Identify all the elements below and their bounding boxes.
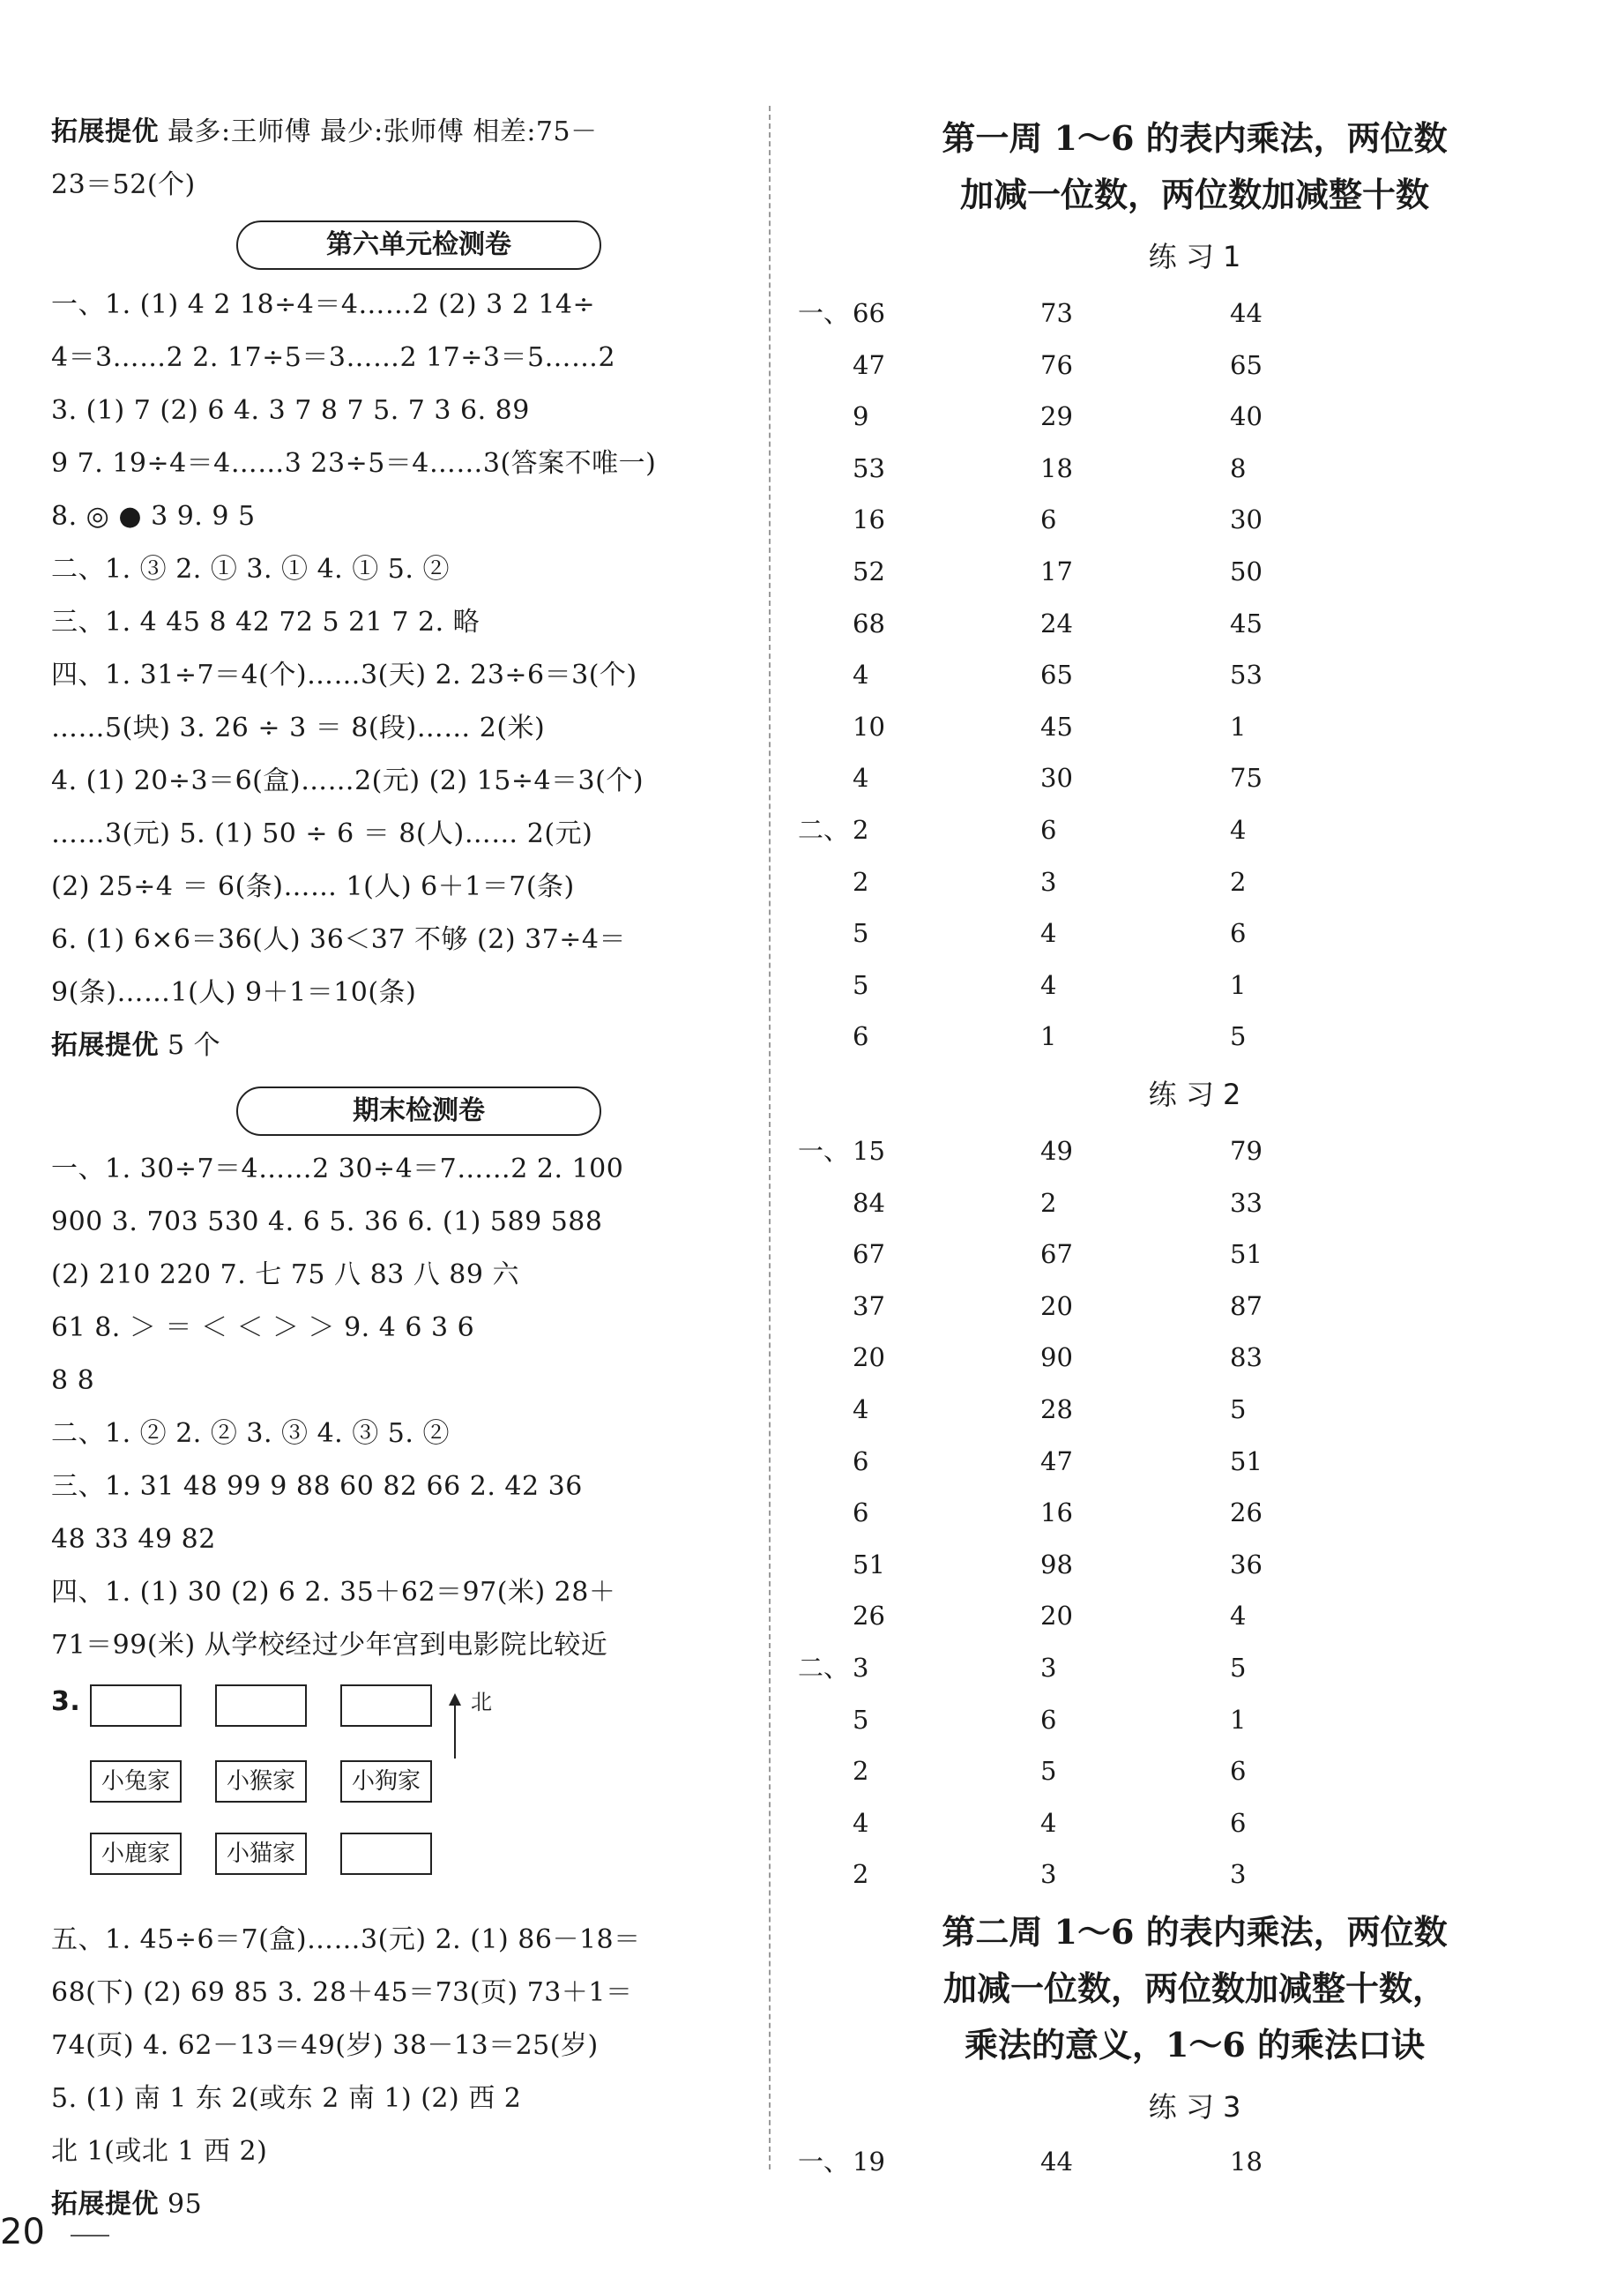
answer-row bbox=[798, 752, 1591, 803]
final-line: 68(下) (2) 69 85 3. 28＋45＝73(页) 73＋1＝ bbox=[51, 1977, 633, 2008]
answer-cell: 83 bbox=[1230, 1342, 1263, 1373]
week2-title-cont2: 乘法的意义，1～6 的乘法口诀 bbox=[964, 2025, 1426, 2065]
answer-cell: 51 bbox=[1230, 1445, 1263, 1476]
page-number-dash bbox=[71, 2235, 109, 2236]
answer-cell: 6 bbox=[853, 1497, 869, 1528]
answer-cell: 66 bbox=[853, 298, 885, 328]
answer-cell: 5 bbox=[853, 1704, 869, 1735]
week2-title-cont: 加减一位数，两位数加减整十数， bbox=[942, 1968, 1446, 2008]
map-box-dog: 小狗家 bbox=[340, 1760, 432, 1803]
unit6-line: 4. (1) 20÷3＝6(盒)……2(元) (2) 15÷4＝3(个) bbox=[51, 765, 644, 796]
answer-cell: 50 bbox=[1230, 556, 1263, 586]
answer-cell: 52 bbox=[853, 556, 885, 586]
answer-cell: 18 bbox=[1040, 452, 1073, 483]
exercise-3-title: 练 习 3 bbox=[1148, 2090, 1241, 2124]
answer-cell: 37 bbox=[853, 1290, 885, 1321]
answer-cell: 45 bbox=[1040, 711, 1073, 742]
unit6-extension bbox=[51, 1019, 739, 1072]
unit6-test-title: 第六单元检测卷 bbox=[236, 220, 601, 270]
answer-cell: 87 bbox=[1230, 1290, 1263, 1321]
answer-cell: 29 bbox=[1040, 401, 1073, 432]
answer-cell: 79 bbox=[1230, 1136, 1263, 1166]
unit6-line: ……5(块) 3. 26 ÷ 3 ＝ 8(段)…… 2(米) bbox=[51, 713, 546, 743]
final-line: 61 8. ＞ ＝ ＜ ＜ ＞ ＞ 9. 4 6 3 6 bbox=[51, 1312, 475, 1343]
answer-cell: 8 bbox=[1230, 452, 1247, 483]
final-line: 二、1. ② 2. ② 3. ③ 4. ③ 5. ② bbox=[51, 1418, 450, 1449]
final-line: 北 1(或北 1 西 2) bbox=[51, 2136, 268, 2167]
week1-title-cont: 加减一位数，两位数加减整十数 bbox=[959, 175, 1429, 214]
answer-cell: 16 bbox=[853, 504, 885, 535]
final-line: 四、1. (1) 30 (2) 6 2. 35＋62＝97(米) 28＋ bbox=[51, 1577, 616, 1608]
answer-cell: 4 bbox=[1040, 969, 1057, 1000]
final-line: 74(页) 4. 62－13＝49(岁) 38－13＝25(岁) bbox=[51, 2030, 599, 2061]
final-line: 48 33 49 82 bbox=[51, 1524, 216, 1555]
exercise-1-title: 练 习 1 bbox=[1148, 240, 1241, 273]
week1-title: 第一周 1～6 的表内乘法，两位数 bbox=[942, 118, 1448, 158]
answer-row bbox=[798, 1797, 1591, 1848]
answer-cell: 26 bbox=[853, 1601, 885, 1632]
answer-cell: 67 bbox=[1040, 1239, 1073, 1270]
answer-row bbox=[798, 340, 1591, 391]
answer-row bbox=[798, 1384, 1591, 1435]
unit6-line: 9(条)……1(人) 9＋1＝10(条) bbox=[51, 977, 417, 1008]
answer-cell: 47 bbox=[1040, 1445, 1073, 1476]
answer-cell: 5 bbox=[1230, 1021, 1247, 1052]
answer-cell: 84 bbox=[853, 1187, 885, 1218]
final-test-title: 期末检测卷 bbox=[236, 1086, 601, 1136]
answer-row bbox=[798, 1228, 1591, 1280]
answer-row bbox=[798, 2136, 1591, 2187]
answer-cell: 65 bbox=[1230, 349, 1263, 380]
map-box-deer: 小鹿家 bbox=[90, 1833, 182, 1875]
answer-cell: 4 bbox=[1230, 1601, 1247, 1632]
answer-row bbox=[798, 649, 1591, 700]
answer-row bbox=[798, 1177, 1591, 1228]
unit6-line: 四、1. 31÷7＝4(个)……3(天) 2. 23÷6＝3(个) bbox=[51, 660, 637, 691]
answer-cell: 30 bbox=[1230, 504, 1263, 535]
unit6-line: 6. (1) 6×6＝36(人) 36＜37 不够 (2) 37÷4＝ bbox=[51, 924, 626, 955]
answer-cell: 4 bbox=[853, 660, 869, 691]
unit6-line: 3. (1) 7 (2) 6 4. 3 7 8 7 5. 7 3 6. 89 bbox=[51, 395, 530, 426]
answer-row bbox=[798, 287, 1591, 339]
section-label: 一、 bbox=[798, 2147, 850, 2177]
answer-cell: 16 bbox=[1040, 1497, 1073, 1528]
unit6-line: 三、1. 4 45 8 42 72 5 21 7 2. 略 bbox=[51, 607, 480, 638]
answer-cell: 1 bbox=[1230, 711, 1247, 742]
answer-row bbox=[798, 1590, 1591, 1641]
answer-cell: 76 bbox=[1040, 349, 1073, 380]
unit6-line: 9 7. 19÷4＝4……3 23÷5＝4……3(答案不唯一) bbox=[51, 448, 657, 479]
week2-title: 第二周 1～6 的表内乘法，两位数 bbox=[942, 1912, 1448, 1952]
answer-cell: 6 bbox=[853, 1021, 869, 1052]
answer-cell: 3 bbox=[1040, 1653, 1057, 1683]
answer-cell: 28 bbox=[1040, 1394, 1073, 1424]
section-label: 一、 bbox=[798, 298, 850, 328]
answer-cell: 6 bbox=[1040, 1704, 1057, 1735]
answer-cell: 19 bbox=[853, 2147, 885, 2177]
map-box-monkey: 小猴家 bbox=[215, 1760, 307, 1803]
answer-cell: 2 bbox=[853, 815, 869, 845]
answer-cell: 47 bbox=[853, 349, 885, 380]
answer-cell: 33 bbox=[1230, 1187, 1263, 1218]
unit6-line: (2) 25÷4 ＝ 6(条)…… 1(人) 6＋1＝7(条) bbox=[51, 871, 575, 902]
answer-cell: 17 bbox=[1040, 556, 1073, 586]
answer-cell: 4 bbox=[1040, 1807, 1057, 1838]
answer-cell: 44 bbox=[1230, 298, 1263, 328]
answer-cell: 3 bbox=[1040, 1859, 1057, 1890]
answer-cell: 3 bbox=[1040, 866, 1057, 897]
answer-row bbox=[798, 907, 1591, 959]
top-extension-line-2: 23＝52(个) bbox=[51, 169, 196, 200]
answer-cell: 65 bbox=[1040, 660, 1073, 691]
answer-cell: 15 bbox=[853, 1136, 885, 1166]
answer-cell: 98 bbox=[1040, 1549, 1073, 1579]
final-extension bbox=[51, 2178, 739, 2231]
answer-cell: 4 bbox=[1230, 815, 1247, 845]
extension-text: 最多:王师傅 最少:张师傅 相差:75－ bbox=[159, 116, 598, 147]
answer-cell: 20 bbox=[853, 1342, 885, 1373]
answer-cell: 40 bbox=[1230, 401, 1263, 432]
map-empty-box bbox=[215, 1684, 307, 1727]
section-label: 一、 bbox=[798, 1136, 850, 1166]
answer-cell: 4 bbox=[853, 1394, 869, 1424]
answer-cell: 6 bbox=[1230, 1807, 1247, 1838]
answer-cell: 1 bbox=[1230, 1704, 1247, 1735]
answer-cell: 1 bbox=[1040, 1021, 1057, 1052]
answer-row bbox=[798, 1332, 1591, 1383]
map-empty-box bbox=[340, 1833, 432, 1875]
map-box-rabbit: 小兔家 bbox=[90, 1760, 182, 1803]
answer-cell: 2 bbox=[853, 866, 869, 897]
answer-cell: 51 bbox=[853, 1549, 885, 1579]
unit6-line: 8. ◎ ● 3 9. 9 5 bbox=[51, 501, 256, 532]
answer-cell: 5 bbox=[853, 969, 869, 1000]
answer-cell: 51 bbox=[1230, 1239, 1263, 1270]
answer-cell: 26 bbox=[1230, 1497, 1263, 1528]
answer-cell: 68 bbox=[853, 608, 885, 638]
answer-cell: 36 bbox=[1230, 1549, 1263, 1579]
final-line: 三、1. 31 48 99 9 88 60 82 66 2. 42 36 bbox=[51, 1471, 583, 1502]
answer-cell: 5 bbox=[1230, 1394, 1247, 1424]
answer-cell: 53 bbox=[853, 452, 885, 483]
answer-cell: 18 bbox=[1230, 2147, 1263, 2177]
extension-lead: 拓展提优 bbox=[51, 1030, 159, 1061]
answer-row bbox=[798, 1745, 1591, 1796]
map-empty-box bbox=[90, 1684, 182, 1727]
final-line: 900 3. 703 530 4. 6 5. 36 6. (1) 589 588 bbox=[51, 1206, 603, 1237]
answer-cell: 44 bbox=[1040, 2147, 1073, 2177]
answer-row bbox=[798, 494, 1591, 545]
answer-cell: 30 bbox=[1040, 763, 1073, 794]
answer-cell: 4 bbox=[853, 763, 869, 794]
answer-row bbox=[798, 1436, 1591, 1487]
final-line: 五、1. 45÷6＝7(盒)……3(元) 2. (1) 86－18＝ bbox=[51, 1924, 641, 1955]
answer-cell: 24 bbox=[1040, 608, 1073, 638]
answer-row bbox=[798, 1539, 1591, 1590]
final-line: (2) 210 220 7. 七 75 八 83 八 89 六 bbox=[51, 1259, 520, 1290]
final-line: 71＝99(米) 从学校经过少年宫到电影院比较近 bbox=[51, 1630, 608, 1661]
answer-cell: 5 bbox=[1230, 1653, 1247, 1683]
answer-cell: 90 bbox=[1040, 1342, 1073, 1373]
answer-cell: 75 bbox=[1230, 763, 1263, 794]
answer-cell: 6 bbox=[1040, 815, 1057, 845]
unit6-line: 4＝3……2 2. 17÷5＝3……2 17÷3＝5……2 bbox=[51, 342, 616, 373]
answer-cell: 5 bbox=[853, 918, 869, 949]
page-number: 20 bbox=[0, 2212, 45, 2252]
answer-cell: 3 bbox=[853, 1653, 869, 1683]
answer-row bbox=[798, 804, 1591, 855]
north-label: 北 bbox=[471, 1690, 492, 1714]
extension-text: 95 bbox=[159, 2189, 203, 2220]
answer-cell: 2 bbox=[853, 1756, 869, 1787]
unit6-line: 二、1. ③ 2. ① 3. ① 4. ① 5. ② bbox=[51, 554, 450, 585]
answer-row bbox=[798, 1125, 1591, 1176]
answer-cell: 73 bbox=[1040, 298, 1073, 328]
answer-cell: 6 bbox=[1230, 1756, 1247, 1787]
answer-row bbox=[798, 546, 1591, 597]
extension-text: 5 个 bbox=[159, 1030, 221, 1061]
answer-row bbox=[798, 1011, 1591, 1062]
answer-cell: 10 bbox=[853, 711, 885, 742]
extension-lead: 拓展提优 bbox=[51, 2189, 159, 2220]
map-empty-box bbox=[340, 1684, 432, 1727]
answer-cell: 2 bbox=[1230, 866, 1247, 897]
top-extension-line-1 bbox=[51, 106, 739, 159]
exercise-2-title: 练 习 2 bbox=[1148, 1078, 1241, 1111]
answer-cell: 3 bbox=[1230, 1859, 1247, 1890]
answer-row bbox=[798, 598, 1591, 649]
extension-lead: 拓展提优 bbox=[51, 116, 159, 147]
answer-row bbox=[798, 443, 1591, 494]
answer-row bbox=[798, 1848, 1591, 1900]
answer-row bbox=[798, 1281, 1591, 1332]
map-question-label: 3. bbox=[51, 1686, 81, 1717]
answer-cell: 4 bbox=[853, 1807, 869, 1838]
answer-row bbox=[798, 1642, 1591, 1693]
map-box-cat: 小猫家 bbox=[215, 1833, 307, 1875]
answer-cell: 45 bbox=[1230, 608, 1263, 638]
answer-cell: 1 bbox=[1230, 969, 1247, 1000]
answer-row bbox=[798, 701, 1591, 752]
answer-row bbox=[798, 1487, 1591, 1538]
answer-row bbox=[798, 391, 1591, 442]
answer-cell: 6 bbox=[1230, 918, 1247, 949]
answer-cell: 2 bbox=[853, 1859, 869, 1890]
answer-cell: 9 bbox=[853, 401, 869, 432]
answer-cell: 2 bbox=[1040, 1187, 1057, 1218]
answer-row bbox=[798, 960, 1591, 1011]
final-line: 8 8 bbox=[51, 1365, 95, 1396]
answer-cell: 5 bbox=[1040, 1756, 1057, 1787]
column-divider bbox=[769, 106, 771, 2169]
answer-cell: 49 bbox=[1040, 1136, 1073, 1166]
section-label: 二、 bbox=[798, 815, 850, 845]
answer-cell: 20 bbox=[1040, 1290, 1073, 1321]
answer-cell: 20 bbox=[1040, 1601, 1073, 1632]
final-line: 一、1. 30÷7＝4……2 30÷4＝7……2 2. 100 bbox=[51, 1154, 624, 1184]
section-label: 二、 bbox=[798, 1653, 850, 1683]
answer-cell: 53 bbox=[1230, 660, 1263, 691]
answer-row bbox=[798, 1694, 1591, 1745]
answer-cell: 4 bbox=[1040, 918, 1057, 949]
north-arrow-shaft bbox=[454, 1704, 456, 1759]
answer-cell: 6 bbox=[1040, 504, 1057, 535]
final-line: 5. (1) 南 1 东 2(或东 2 南 1) (2) 西 2 bbox=[51, 2083, 522, 2114]
answer-cell: 6 bbox=[853, 1445, 869, 1476]
unit6-line: ……3(元) 5. (1) 50 ÷ 6 ＝ 8(人)…… 2(元) bbox=[51, 818, 593, 849]
unit6-line: 一、1. (1) 4 2 18÷4＝4……2 (2) 3 2 14÷ bbox=[51, 289, 596, 320]
answer-row bbox=[798, 856, 1591, 907]
answer-cell: 67 bbox=[853, 1239, 885, 1270]
